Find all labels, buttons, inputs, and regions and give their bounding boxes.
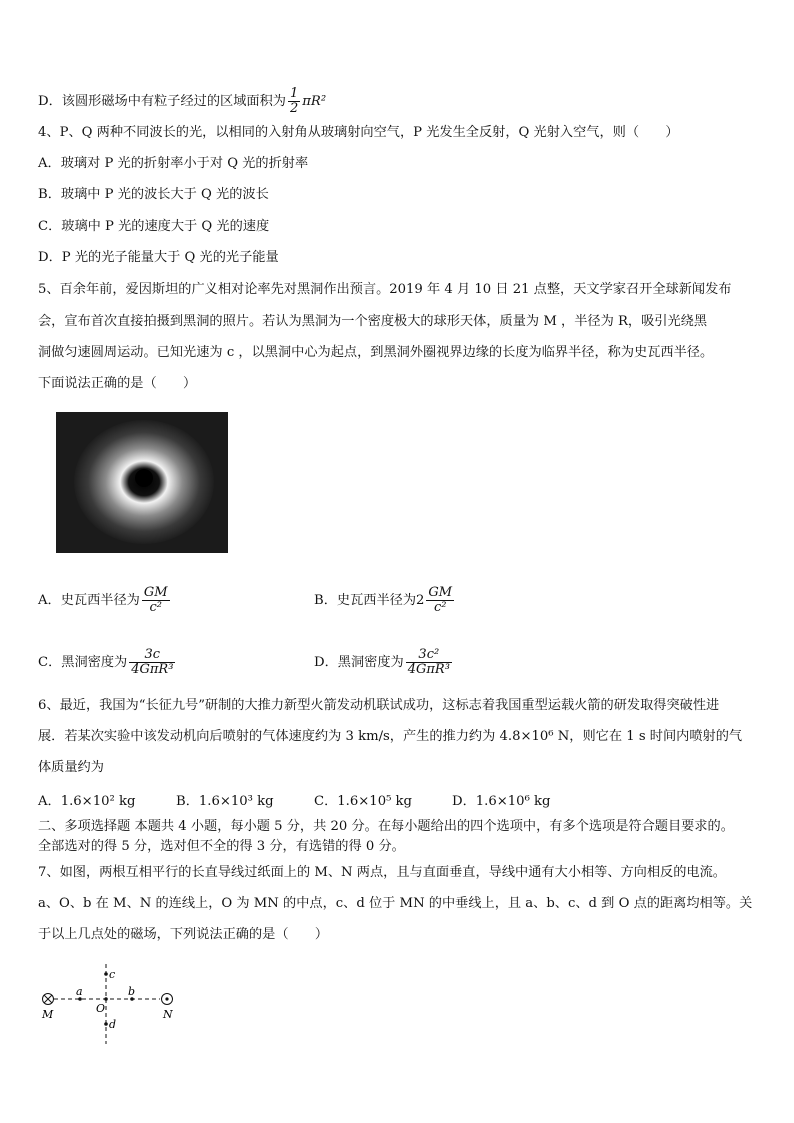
q5-option-d: D．黑洞密度为 $\frac{\text{3c²}}{\text{4GπR³}}$ bbox=[314, 647, 450, 677]
q6-stem-line1: 6、最近，我国为“长征九号”研制的大推力新型火箭发动机联试成功，这标志着我国重型运载火箭的研发取得突破性进 bbox=[38, 698, 720, 713]
q3-option-d: D．该圆形磁场中有粒子经过的区域面积为 $\frac{1}{2}$ πR² bbox=[38, 86, 327, 116]
q5-option-b: B．史瓦西半径为2 $\frac{GM}{\text{c²}}$ bbox=[314, 585, 453, 615]
label-b: b bbox=[128, 985, 136, 998]
label-a: a bbox=[76, 985, 83, 998]
q3-fraction: $\frac{1}{2}$ bbox=[289, 86, 299, 116]
q7-stem-line3: 于以上几点处的磁场，下列说法正确的是（ ） bbox=[38, 927, 329, 942]
label-d: d bbox=[109, 1018, 117, 1031]
q7-wire-diagram bbox=[36, 962, 196, 1046]
q5-stem-line2: 会，宣布首次直接拍摄到黑洞的照片。若认为黑洞为一个密度极大的球形天体，质量为 M ，半径为 R，吸引光绕黑 bbox=[38, 314, 708, 329]
q4-option-b: B．玻璃中 P 光的波长大于 Q 光的波长 bbox=[38, 187, 269, 202]
q5-stem-line1: 5、百余年前，爱因斯坦的广义相对论率先对黑洞作出预言。2019 年 4 月 10 日 21 点整，天文学家召开全球新闻发布 bbox=[38, 282, 732, 297]
q4-option-a: A．玻璃对 P 光的折射率小于对 Q 光的折射率 bbox=[38, 156, 309, 171]
label-m: M bbox=[42, 1008, 54, 1021]
q4-stem: 4、P、Q 两种不同波长的光，以相同的入射角从玻璃射向空气，P 光发生全反射，Q 光射入空气，则（ ） bbox=[38, 125, 679, 140]
label-c: c bbox=[109, 968, 116, 981]
q7-stem-line2: a、O、b 在 M、N 的连线上，O 为 MN 的中点，c、d 位于 MN 的中垂线上，且 a、b、c、d 到 O 点的距离均相等。关 bbox=[38, 896, 753, 911]
q4-option-c: C．玻璃中 P 光的速度大于 Q 光的速度 bbox=[38, 219, 270, 234]
point-c bbox=[104, 972, 108, 976]
label-o: O bbox=[96, 1002, 106, 1015]
wire-n-out-of-page-icon bbox=[162, 994, 173, 1005]
section2-heading-line1: 二、多项选择题 本题共 4 小题，每小题 5 分，共 20 分。在每小题给出的四个选项中，有多个选项是符合题目要求的。 bbox=[38, 819, 734, 834]
q6-option-b: B．1.6×10³ kg bbox=[176, 794, 274, 809]
point-o bbox=[104, 997, 108, 1001]
q7-stem-line1: 7、如图，两根互相平行的长直导线过纸面上的 M、N 两点，且与直面垂直，导线中通有大小相等、方向相反的电流。 bbox=[38, 865, 726, 880]
q6-option-d: D．1.6×10⁶ kg bbox=[452, 794, 551, 809]
wire-m-into-page-icon bbox=[43, 994, 54, 1005]
q5-option-a: A．史瓦西半径为 $\frac{GM}{\text{c²}}$ bbox=[38, 585, 168, 615]
section2-heading-line2: 全部选对的得 5 分，选对但不全的得 3 分，有选错的得 0 分。 bbox=[38, 839, 405, 854]
q6-stem-line2: 展．若某次实验中该发动机向后喷射的气体速度约为 3 km/s，产生的推力约为 4.8×10⁶ N，则它在 1 s 时间内喷射的气 bbox=[38, 729, 743, 744]
q6-option-c: C．1.6×10⁵ kg bbox=[314, 794, 412, 809]
q6-option-a: A．1.6×10² kg bbox=[38, 794, 136, 809]
q6-stem-line3: 体质量约为 bbox=[38, 760, 104, 775]
black-hole-image bbox=[56, 412, 228, 553]
point-d bbox=[104, 1022, 108, 1026]
q5-option-c: C．黑洞密度为 $\frac{3c}{\text{4GπR³}}$ bbox=[38, 647, 174, 677]
q5-stem-line4: 下面说法正确的是（ ） bbox=[38, 376, 197, 391]
label-n: N bbox=[163, 1008, 173, 1021]
q4-option-d: D．P 光的光子能量大于 Q 光的光子能量 bbox=[38, 250, 279, 265]
q5-stem-line3: 洞做匀速圆周运动。已知光速为 c ，以黑洞中心为起点，到黑洞外圈视界边缘的长度为临界半径，称为史瓦西半径。 bbox=[38, 345, 714, 360]
